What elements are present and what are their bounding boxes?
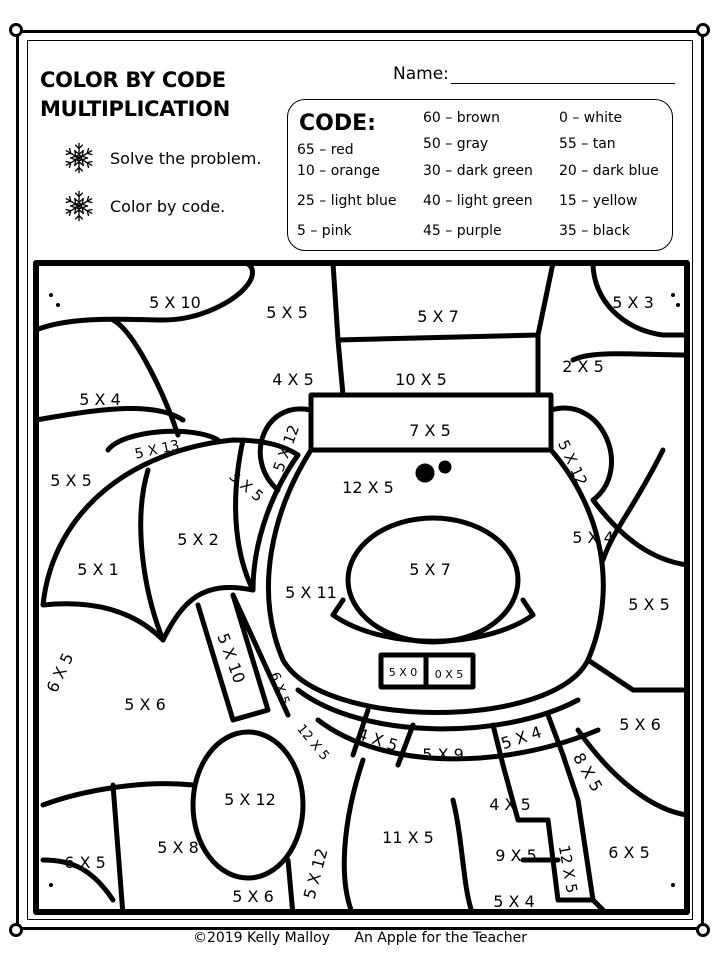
problem-label: 5 X 12	[224, 790, 276, 809]
problem-label: 6 X 5	[64, 853, 106, 872]
problem-label: 5 X 4	[79, 390, 121, 409]
problem-label: 5 X 8	[157, 838, 199, 857]
problem-label: 5 X 7	[417, 307, 459, 326]
code-entry: 5 – pink	[297, 223, 352, 239]
code-entry: 40 – light green	[423, 193, 533, 209]
problem-label: 5 X 7	[409, 560, 451, 579]
problem-label: 12 X 5	[293, 721, 332, 764]
problem-label: 12 X 5	[342, 478, 394, 497]
name-line[interactable]	[451, 65, 675, 84]
code-entry: 10 – orange	[297, 163, 380, 179]
problem-label: 5 X 5	[266, 303, 308, 322]
code-entry: 55 – tan	[559, 136, 616, 152]
problem-label: 6 X 5	[608, 843, 650, 862]
snowflake-icon	[60, 139, 98, 177]
problem-label: 5 X 4	[493, 892, 535, 911]
code-entry: 50 – gray	[423, 136, 489, 152]
title-line-2: MULTIPLICATION	[40, 97, 230, 121]
code-entry: 45 – purple	[423, 223, 502, 239]
problem-label: 7 X 5	[409, 421, 451, 440]
instruction-text: Color by code.	[110, 196, 226, 216]
problem-label: 5 X 3	[612, 293, 654, 312]
coloring-picture	[33, 260, 690, 915]
problem-label: 5 X 5	[50, 471, 92, 490]
name-field[interactable]	[393, 64, 675, 84]
problem-label: 5 X 10	[213, 630, 249, 686]
problem-label: 6 X 5	[266, 670, 293, 708]
code-entry: 35 – black	[559, 223, 630, 239]
code-entry: 25 – light blue	[297, 193, 397, 209]
corner-ornament	[696, 23, 710, 37]
code-entry: 20 – dark blue	[559, 163, 659, 179]
problem-label: 9 X 5	[495, 846, 537, 865]
problem-label: 5 X 0	[388, 666, 418, 679]
code-entry: 60 – brown	[423, 110, 500, 126]
footer-credit	[0, 930, 720, 946]
problem-label: 11 X 5	[382, 828, 434, 847]
problem-label: 8 X 5	[569, 749, 607, 795]
problem-label: 5 X 11	[285, 583, 337, 602]
code-heading: CODE:	[299, 111, 376, 136]
instruction-color	[60, 186, 225, 226]
problem-label: 4 X 5	[355, 724, 401, 756]
corner-ornament	[9, 23, 23, 37]
worksheet-title	[40, 66, 230, 124]
name-label: Name:	[393, 64, 449, 84]
problem-label: 10 X 5	[395, 370, 447, 389]
code-entry: 30 – dark green	[423, 163, 533, 179]
problem-label: 12 X 5	[554, 843, 581, 895]
problem-label: 5 X 1	[77, 560, 119, 579]
code-entry: 15 – yellow	[559, 193, 638, 209]
problem-label: 2 X 5	[562, 357, 604, 376]
problem-label: 5 X 4	[572, 528, 614, 547]
problem-label: 5 X 4	[498, 722, 544, 754]
problem-label: 5 X 12	[299, 846, 332, 901]
problem-label: 3 X 5	[225, 466, 267, 506]
problem-label: 5 X 9	[422, 745, 464, 764]
problem-label: 5 X 12	[554, 437, 591, 489]
brand-text: An Apple for the Teacher	[354, 930, 528, 946]
snowflake-icon	[60, 187, 98, 225]
problem-label: 5 X 12	[269, 422, 304, 475]
problem-label: 5 X 13	[133, 437, 181, 463]
problem-label: 5 X 10	[149, 293, 201, 312]
copyright-text: ©2019 Kelly Malloy	[192, 930, 330, 946]
problem-label: 4 X 5	[489, 795, 531, 814]
problem-label: 5 X 6	[232, 887, 274, 906]
problem-label: 5 X 5	[628, 595, 670, 614]
problem-label: 5 X 6	[619, 715, 661, 734]
problem-label: 6 X 5	[42, 649, 78, 696]
instruction-text: Solve the problem.	[110, 148, 262, 168]
instruction-solve	[60, 138, 261, 178]
problem-label: 5 X 6	[124, 695, 166, 714]
problem-label: 4 X 5	[272, 370, 314, 389]
problem-label: 5 X 2	[177, 530, 219, 549]
problem-label: 0 X 5	[434, 668, 464, 681]
code-entry: 0 – white	[559, 110, 623, 126]
title-line-1: COLOR BY CODE	[40, 68, 226, 92]
code-entry: 65 – red	[297, 142, 354, 158]
